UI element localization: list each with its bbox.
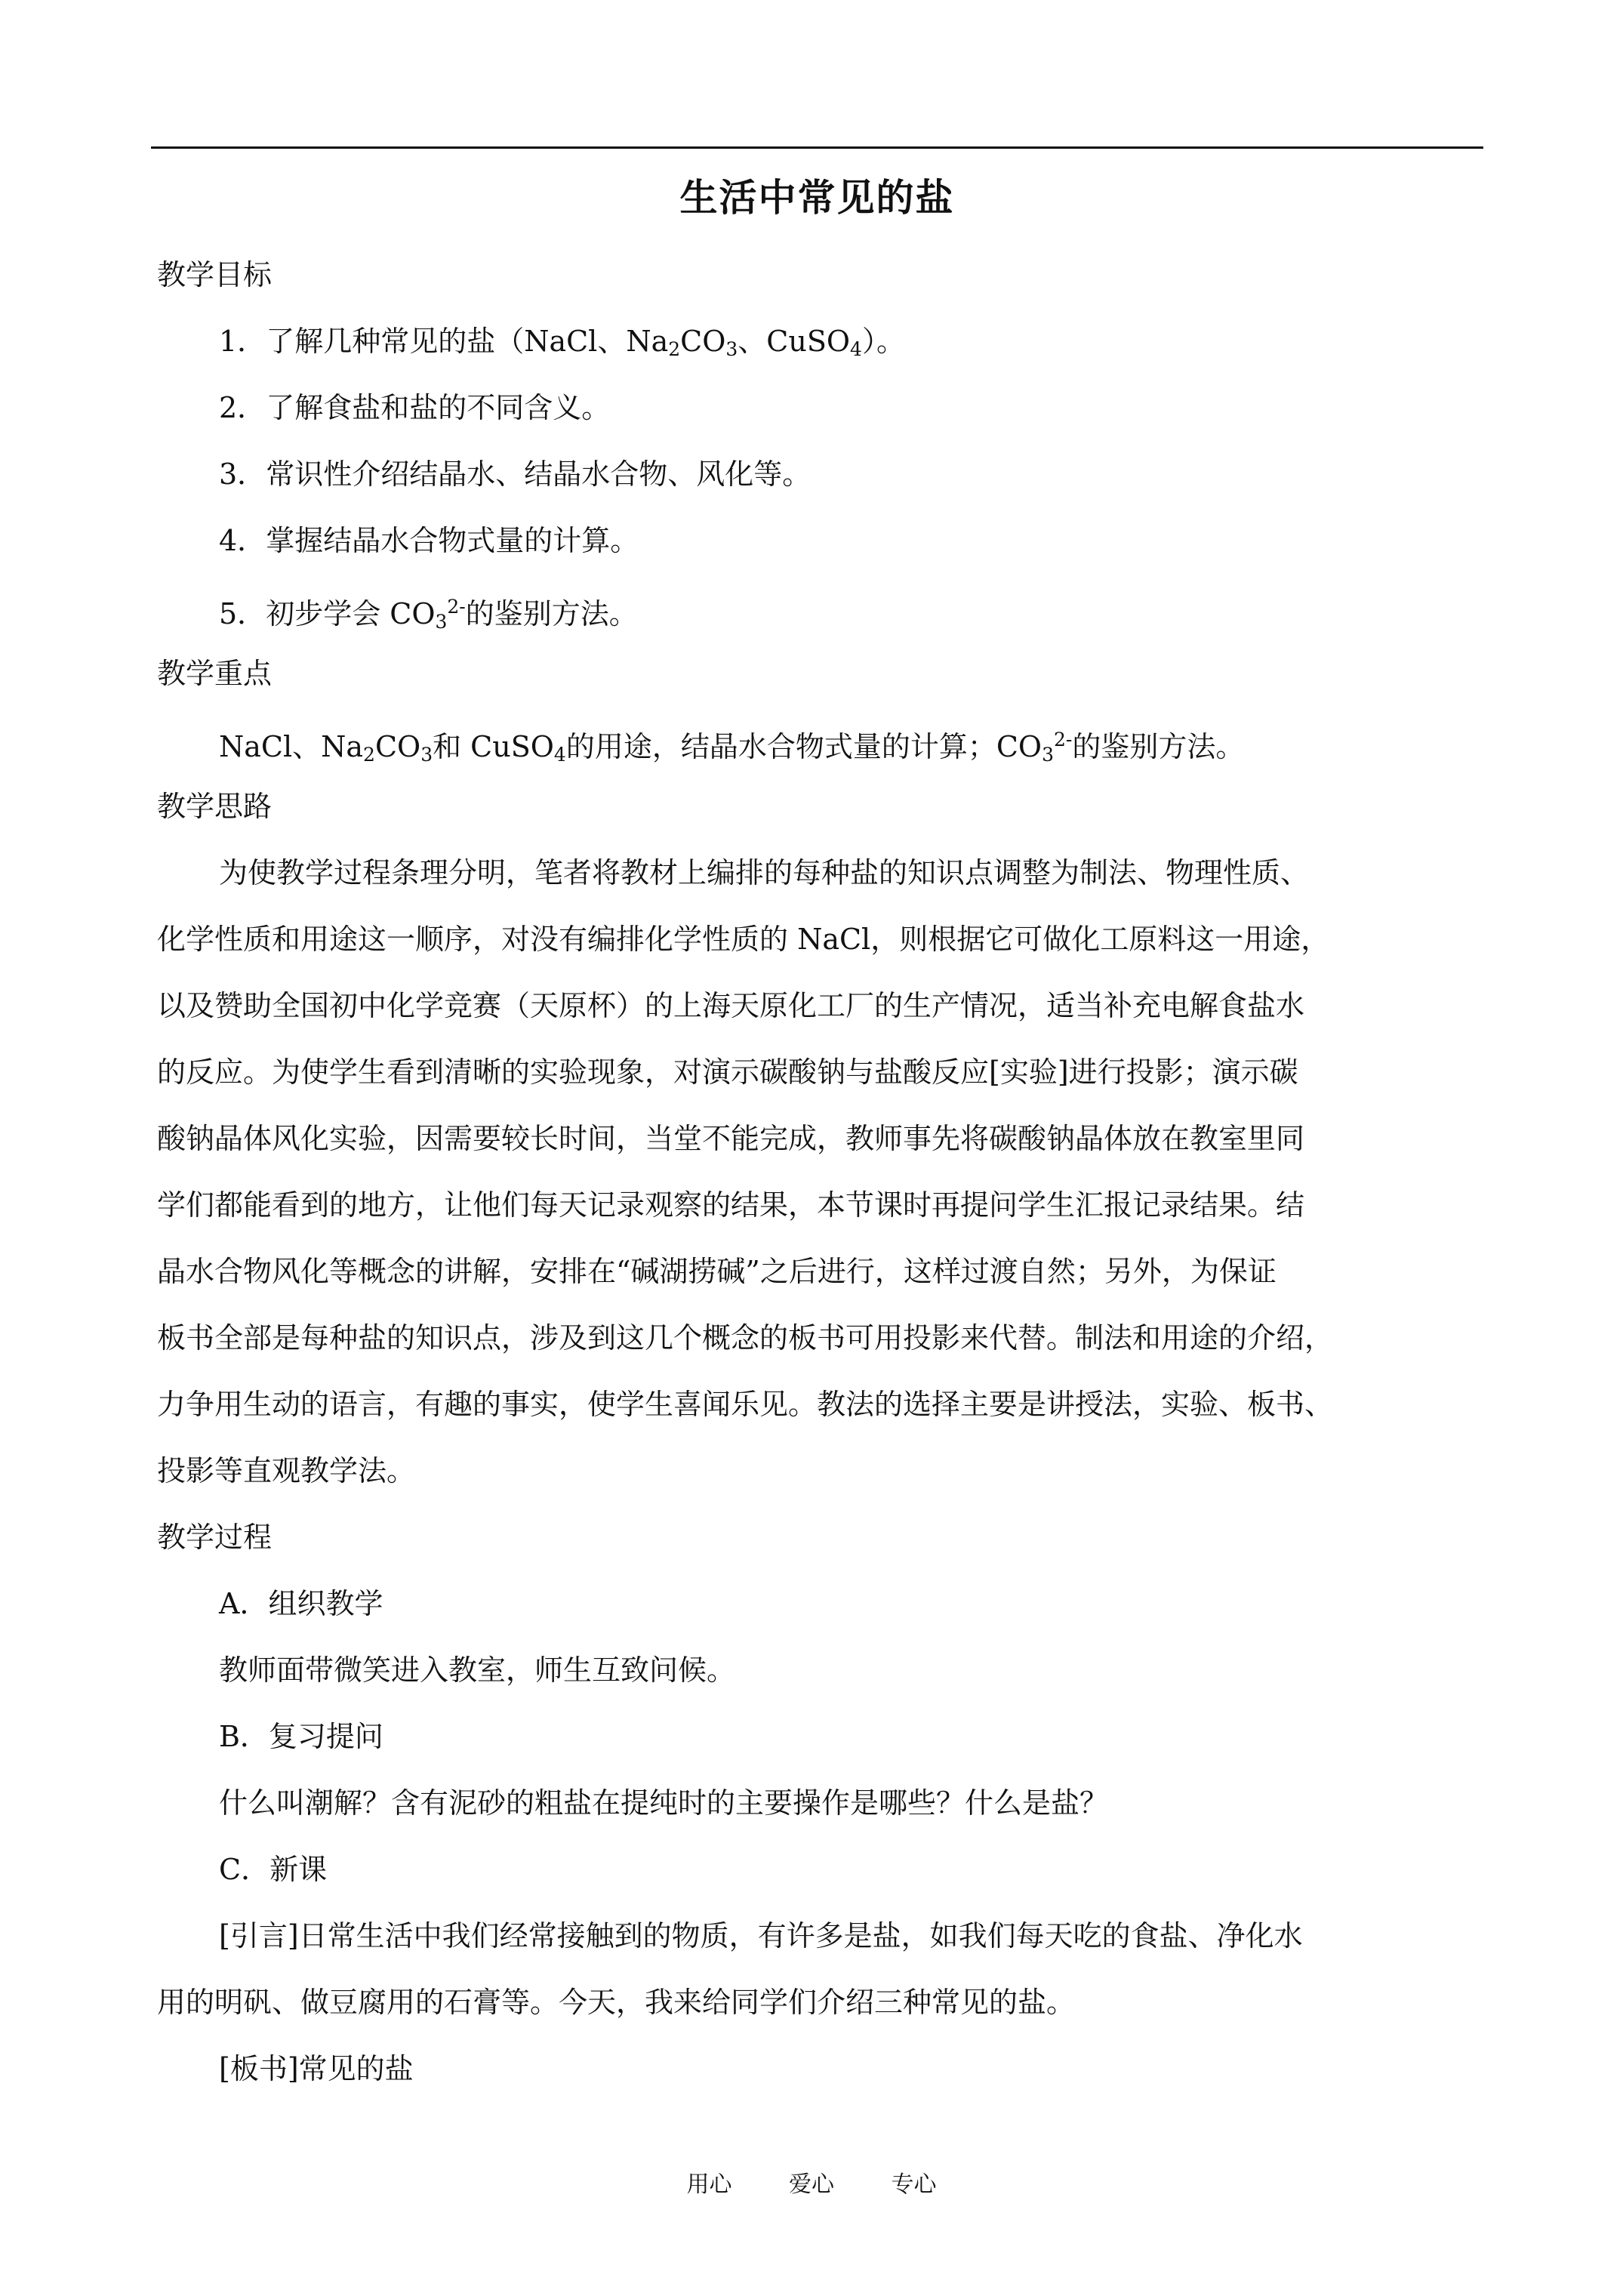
approach-line: 晶水合物风化等概念的讲解，安排在“碱湖捞碱”之后进行，这样过渡自然；另外，为保证 xyxy=(157,1255,1277,1288)
objective-item-5: 5．初步学会 $CO_3^{2-}$的鉴别方法。 xyxy=(219,596,638,633)
objective-item-3: 3．常识性介绍结晶水、结晶水合物、风化等。 xyxy=(219,458,812,491)
approach-paragraph xyxy=(157,855,1486,1519)
document-body xyxy=(157,257,1486,2117)
intro-line: 用的明矾、做豆腐用的石膏等。今天，我来给同学们介绍三种常见的盐。 xyxy=(157,1986,1076,2019)
process-step-b-label: B．复习提问 xyxy=(219,1720,383,1753)
approach-line: 投影等直观教学法。 xyxy=(157,1454,416,1487)
approach-heading: 教学思路 xyxy=(157,790,273,823)
page-footer xyxy=(0,2165,1623,2199)
approach-line: 力争用生动的语言，有趣的事实，使学生喜闻乐见。教法的选择主要是讲授法，实验、板书、 xyxy=(157,1388,1334,1421)
process-step-a-label: A．组织教学 xyxy=(219,1587,383,1620)
page-title: 生活中常见的盐 xyxy=(679,175,955,220)
process-heading: 教学过程 xyxy=(157,1521,273,1554)
approach-line: 化学性质和用途这一顺序，对没有编排化学性质的 NaCl，则根据它可做化工原料这一用途， xyxy=(157,923,1330,956)
key-points-heading: 教学重点 xyxy=(157,657,273,690)
header-rule xyxy=(151,146,1483,149)
footer-word: 专心 xyxy=(891,2171,937,2198)
objective-item-2: 2．了解食盐和盐的不同含义。 xyxy=(219,391,611,424)
approach-line: 以及赞助全国初中化学竞赛（天原杯）的上海天原化工厂的生产情况，适当补充电解食盐水 xyxy=(157,989,1305,1022)
approach-line: 板书全部是每种盐的知识点，涉及到这几个概念的板书可用投影来代替。制法和用途的介绍， xyxy=(157,1321,1334,1354)
approach-line: 的反应。为使学生看到清晰的实验现象，对演示碳酸钠与盐酸反应[实验]进行投影；演示碳 xyxy=(157,1056,1298,1089)
footer-word: 爱心 xyxy=(789,2171,834,2198)
objective-item-1: 1．了解几种常见的盐（NaCl、$Na_2CO_3$、CuSO$_4$）。 xyxy=(219,325,905,360)
process-step-a-text: 教师面带微笑进入教室，师生互致问候。 xyxy=(219,1653,736,1687)
approach-line: 酸钠晶体风化实验，因需要较长时间，当堂不能完成，教师事先将碳酸钠晶体放在教室里同 xyxy=(157,1122,1305,1155)
key-points-text: NaCl、$Na_2CO_3$和 CuSO$_4$的用途，结晶水合物式量的计算；$CO_3^{2-}$的鉴别方法。 xyxy=(219,729,1245,766)
objectives-heading: 教学目标 xyxy=(157,258,273,291)
approach-line: 学们都能看到的地方，让他们每天记录观察的结果，本节课时再提问学生汇报记录结果。结 xyxy=(157,1188,1305,1222)
board-note: [板书]常见的盐 xyxy=(219,2052,414,2085)
footer-word: 用心 xyxy=(686,2171,732,2198)
objective-item-4: 4．掌握结晶水合物式量的计算。 xyxy=(219,524,639,557)
intro-line: [引言]日常生活中我们经常接触到的物质，有许多是盐，如我们每天吃的食盐、净化水 xyxy=(219,1919,1303,1952)
process-step-c-label: C．新课 xyxy=(219,1853,328,1886)
approach-line: 为使教学过程条理分明，笔者将教材上编排的每种盐的知识点调整为制法、物理性质、 xyxy=(219,856,1310,889)
process-step-b-text: 什么叫潮解？含有泥砂的粗盐在提纯时的主要操作是哪些？什么是盐？ xyxy=(219,1786,1109,1820)
